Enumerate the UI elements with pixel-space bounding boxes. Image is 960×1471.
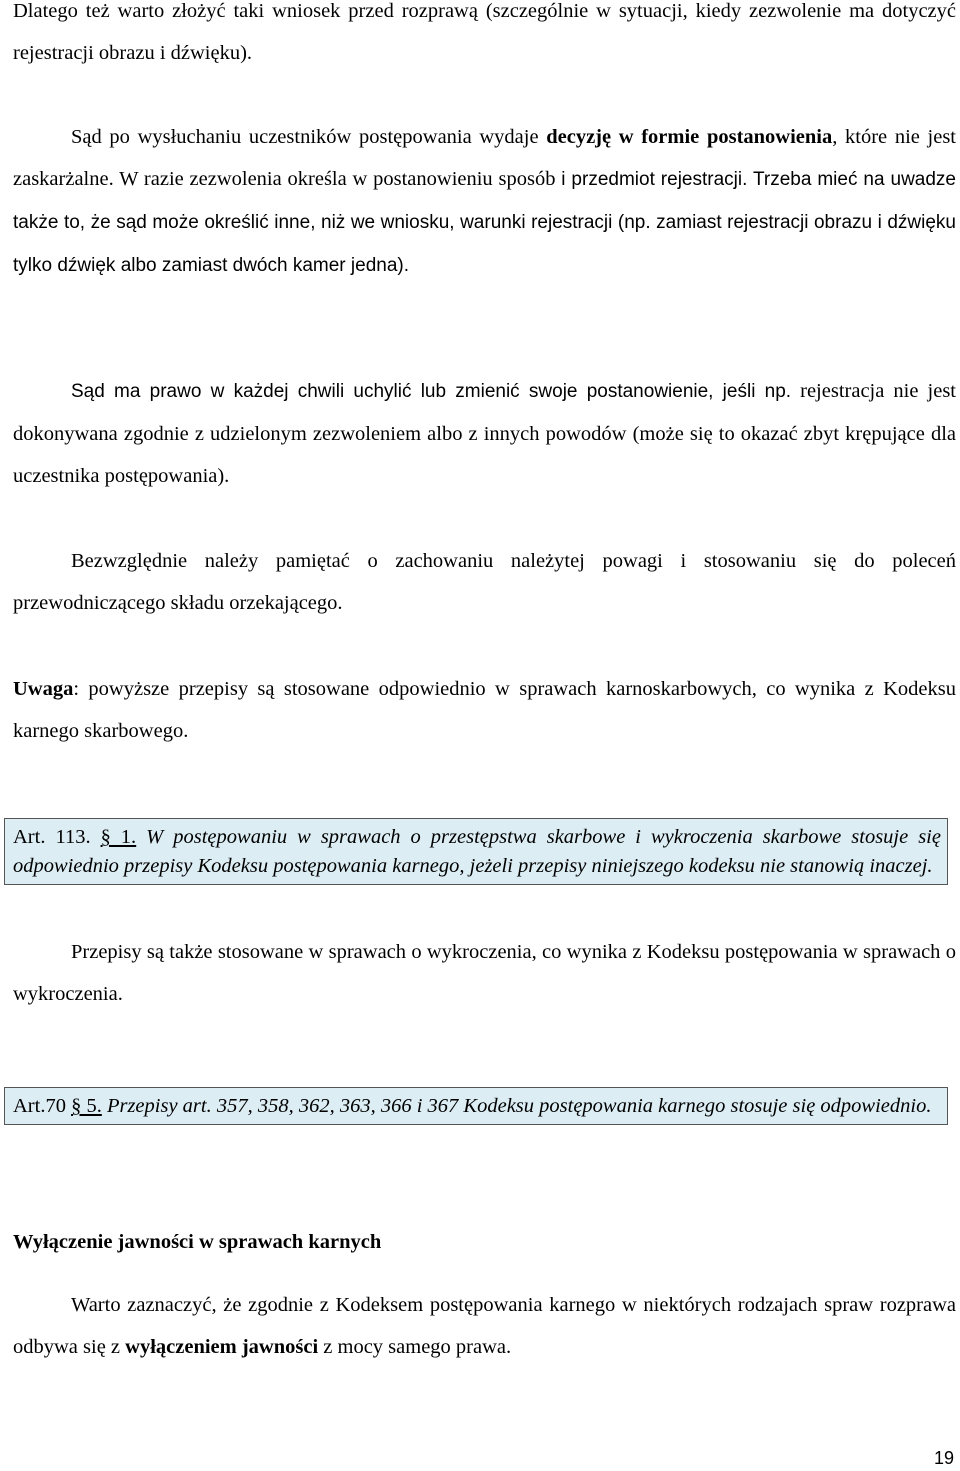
- exclusion-bold: wyłączeniem jawności: [125, 1336, 319, 1358]
- paragraph-note: [13, 668, 956, 752]
- decision-text-b: , które nie jest zaskarżalne. W razie zezwolenia określa w postanowieniu sposób: [13, 126, 956, 190]
- statute-text: Przepisy art. 357, 358, 362, 363, 366 i 367 Kodeksu postępowania karnego stosuje się odpowiednio.: [101, 1095, 932, 1117]
- statute-box-art-113: [4, 818, 948, 885]
- revoke-text-a: Sąd ma prawo w każdej chwili uchylić lub zmienić swoje postanowienie, jeśli np.: [71, 381, 792, 402]
- section-number: § 1.: [100, 826, 137, 848]
- exclusion-text-b: z mocy samego prawa.: [318, 1336, 512, 1358]
- conduct-text: Bezwzględnie należy pamiętać o zachowaniu należytej powagi i stosowaniu się do poleceń przewodniczącego składu orzekającego.: [13, 550, 956, 614]
- misdemeanor-text: Przepisy są także stosowane w sprawach o wykroczenia, co wynika z Kodeksu postępowania w sprawach o wykroczenia.: [13, 941, 956, 1005]
- paragraph-conduct: [13, 540, 956, 624]
- article-number: Art.70: [13, 1095, 72, 1117]
- paragraph-intro-text: Dlatego też warto złożyć taki wniosek przed rozprawą (szczególnie w sytuacji, kiedy zezwolenie ma dotyczyć rejestracji obrazu i dźwięku).: [13, 0, 956, 64]
- decision-text-c: i przedmiot rejestracji. Trzeba mieć na uwadze także to, że sąd może określić inne, niż we wniosku, warunki rejestracji (np. zamiast rejestracji obrazu i dźwięku tylko dźwięk albo zamiast dwóch kamer jedna).: [13, 169, 956, 276]
- section-number: § 5.: [71, 1095, 102, 1117]
- statute-text: W postępowaniu w sprawach o przestępstwa skarbowe i wykroczenia skarbowe stosuje się odpowiednio przepisy Kodeksu postępowania karnego, jeżeli przepisy niniejszego kodeksu nie stanowią inaczej.: [13, 826, 941, 877]
- statute-box-art-70: [4, 1087, 948, 1125]
- revoke-text-b: rejestracja nie jest dokonywana zgodnie z udzielonym zezwoleniem albo z innych powodów (może się to okazać zbyt krępujące dla uczestnika postępowania).: [13, 380, 956, 487]
- paragraph-misdemeanor: [13, 931, 956, 1015]
- note-label: Uwaga: [13, 678, 74, 700]
- paragraph-decision: [13, 116, 956, 287]
- note-text: : powyższe przepisy są stosowane odpowiednio w sprawach karnoskarbowych, co wynika z Kodeksu karnego skarbowego.: [13, 678, 956, 742]
- exclusion-text-a: Warto zaznaczyć, że zgodnie z Kodeksem postępowania karnego w niektórych rodzajach spraw rozprawa odbywa się z: [13, 1294, 956, 1358]
- section-heading: Wyłączenie jawności w sprawach karnych: [13, 1231, 382, 1253]
- paragraph-revoke: [13, 370, 956, 497]
- article-number: Art. 113.: [13, 826, 101, 848]
- paragraph-exclusion: [13, 1284, 956, 1368]
- decision-bold: decyzję w formie postanowienia: [546, 126, 833, 148]
- page-number: 19: [933, 1448, 954, 1468]
- paragraph-intro: [13, 0, 956, 74]
- decision-text-a: Sąd po wysłuchaniu uczestników postępowania wydaje: [71, 126, 547, 148]
